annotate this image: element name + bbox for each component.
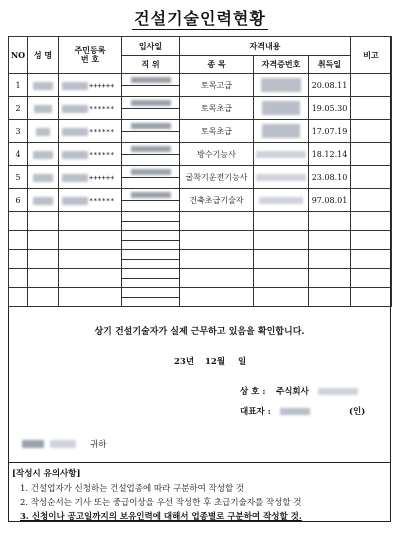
table-row	[9, 189, 392, 212]
row-name-redacted	[28, 74, 59, 97]
row-rrn: ******	[59, 120, 122, 143]
note-item: 3. 신청이나 공고일까지의 보유인력에 대해서 업종별로 구분하여 작성할 것.	[20, 512, 302, 522]
row-item: 토목초급	[180, 97, 254, 120]
notes-title: [작성시 유의사항]	[12, 469, 81, 479]
row-hire-position	[122, 120, 180, 143]
addressee-redacted-2	[50, 440, 76, 448]
row-name-redacted	[28, 143, 59, 166]
company-name: 주식회사	[276, 387, 309, 397]
row-license-no-redacted	[254, 74, 309, 97]
row-rrn: ******	[59, 189, 122, 212]
row-hire-position	[122, 143, 180, 166]
row-remarks	[351, 189, 392, 212]
row-name-redacted	[28, 97, 59, 120]
row-hire-position	[122, 189, 180, 212]
row-license-no-redacted	[254, 120, 309, 143]
row-acquired: 97.08.01	[309, 189, 351, 212]
header-row-1	[9, 37, 392, 56]
row-name-redacted	[28, 166, 59, 189]
row-license-no-redacted	[254, 143, 309, 166]
row-item: 토목초급	[180, 120, 254, 143]
table-row-empty	[9, 288, 392, 307]
row-item: 건축초급기술자	[180, 189, 254, 212]
representative-name-redacted	[280, 408, 310, 415]
company-label: 상 호 :	[240, 387, 266, 397]
row-hire-position	[122, 74, 180, 97]
addressee-suffix: 귀하	[90, 440, 107, 450]
header-rrn: 주민등록 번 호	[59, 37, 122, 74]
row-no: 4	[9, 143, 28, 166]
header-remarks: 비고	[351, 37, 392, 74]
row-remarks	[351, 74, 392, 97]
table-row-empty	[9, 212, 392, 231]
row-hire-position	[122, 166, 180, 189]
seal-mark: (인)	[349, 407, 366, 417]
header-position: 직 위	[122, 56, 180, 74]
row-remarks	[351, 166, 392, 189]
row-name-redacted	[28, 189, 59, 212]
row-acquired: 17.07.19	[309, 120, 351, 143]
header-no: NO	[9, 37, 28, 74]
row-remarks	[351, 120, 392, 143]
header-acquired: 취득일	[309, 56, 351, 74]
date-day: 일	[238, 357, 247, 367]
note-item: 2. 작성순서는 기사 또는 중급이상을 우선 작성한 후 초급기술자를 작성할 것	[20, 498, 302, 508]
row-acquired: 20.08.11	[309, 74, 351, 97]
row-no: 2	[9, 97, 28, 120]
row-hire-position	[122, 97, 180, 120]
row-item: 토목고급	[180, 74, 254, 97]
row-license-no-redacted	[254, 189, 309, 212]
confirmation-statement: 상기 건설기술자가 실제 근무하고 있음을 확인합니다.	[94, 327, 305, 337]
row-acquired: 18.12.14	[309, 143, 351, 166]
row-item: 굴착기운전기능사	[180, 166, 254, 189]
header-license-no: 자격증번호	[254, 56, 309, 74]
row-item: 방수기능사	[180, 143, 254, 166]
date-month: 12월	[205, 357, 226, 367]
document-title	[0, 6, 400, 29]
table-row-empty	[9, 231, 392, 250]
row-license-no-redacted	[254, 97, 309, 120]
table-row	[9, 97, 392, 120]
row-rrn: ******	[59, 143, 122, 166]
table-row	[9, 74, 392, 97]
row-no: 6	[9, 189, 28, 212]
representative-label: 대표자 :	[240, 407, 271, 417]
header-hire-date: 입사일	[122, 37, 180, 56]
table-row	[9, 143, 392, 166]
row-name-redacted	[28, 120, 59, 143]
note-item: 1. 건설업자가 신청하는 건설업종에 따라 구분하여 작성할 것	[20, 484, 245, 494]
row-remarks	[351, 97, 392, 120]
table-row-empty	[9, 269, 392, 288]
table-row-empty	[9, 250, 392, 269]
addressee-redacted	[22, 440, 44, 448]
date-year: 23년	[174, 357, 195, 367]
row-acquired: 19.05.30	[309, 97, 351, 120]
row-rrn: ++++++	[59, 74, 122, 97]
row-no: 5	[9, 166, 28, 189]
header-qualification: 자격내용	[180, 37, 351, 56]
row-remarks	[351, 143, 392, 166]
header-name: 성 명	[28, 37, 59, 74]
row-rrn: ++++++	[59, 166, 122, 189]
notes-section	[8, 462, 391, 522]
table-row	[9, 120, 392, 143]
row-acquired: 23.08.10	[309, 166, 351, 189]
personnel-table	[8, 36, 392, 307]
document-title-text: 건설기술인력현황	[134, 9, 266, 28]
row-no: 3	[9, 120, 28, 143]
company-name-redacted	[318, 388, 358, 395]
row-license-no-redacted	[254, 166, 309, 189]
header-item: 종 목	[180, 56, 254, 74]
table-row	[9, 166, 392, 189]
row-rrn: ******	[59, 97, 122, 120]
row-no: 1	[9, 74, 28, 97]
